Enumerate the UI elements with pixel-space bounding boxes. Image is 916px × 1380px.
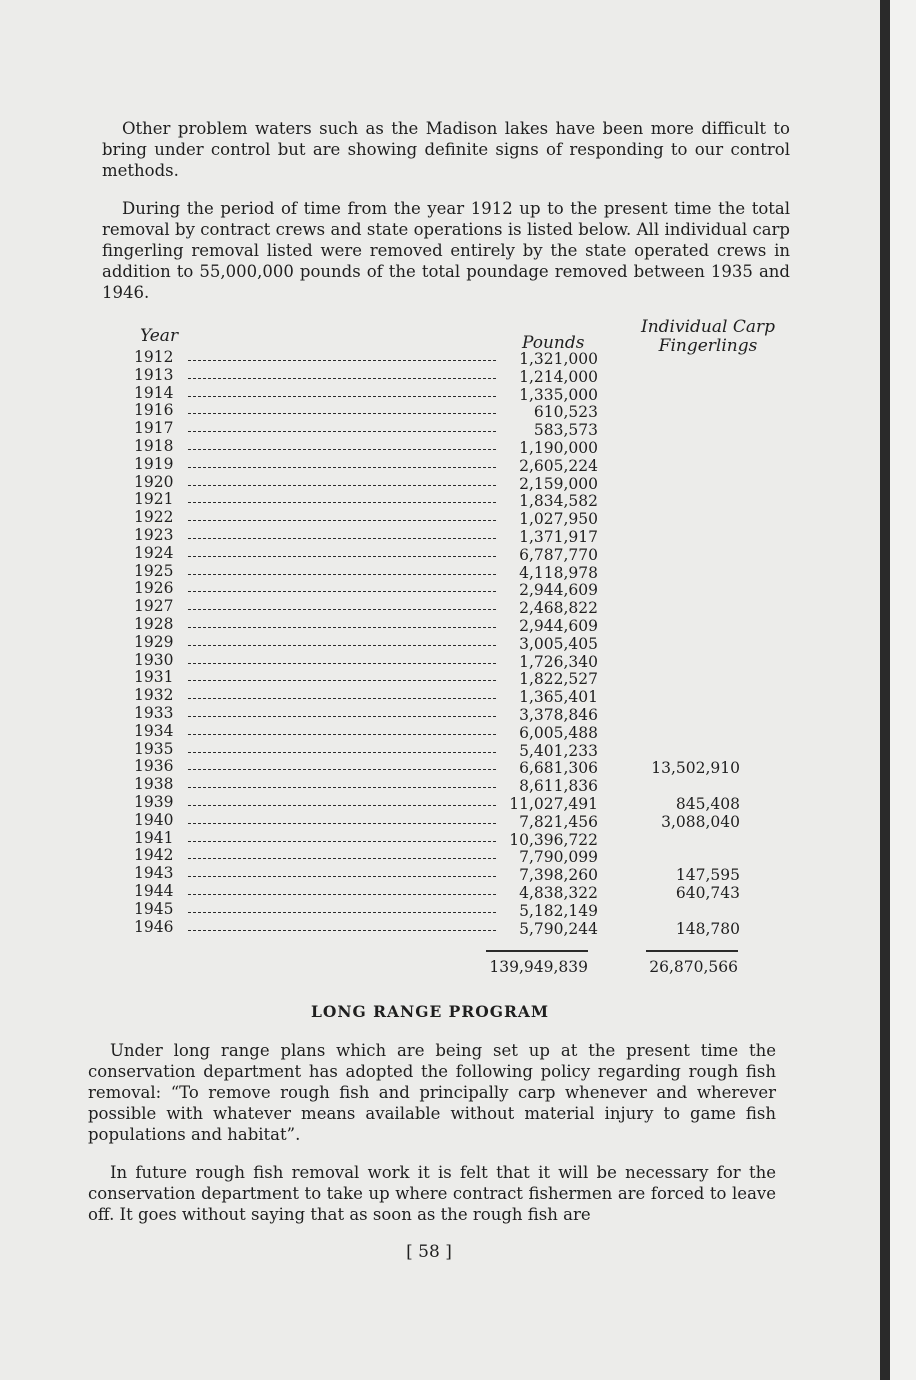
dot-leader <box>188 413 496 414</box>
table-row <box>128 385 788 403</box>
row-year: 1922 <box>134 508 174 527</box>
dot-leader <box>188 645 496 646</box>
row-pounds: 6,681,306 <box>519 759 598 778</box>
dot-leader <box>188 876 496 877</box>
column-header-pounds: Pounds <box>522 333 585 353</box>
row-year: 1942 <box>134 846 174 865</box>
row-pounds: 7,821,456 <box>519 812 598 831</box>
row-pounds: 3,005,405 <box>519 634 598 653</box>
dot-leader <box>188 502 496 503</box>
dot-leader <box>188 378 496 379</box>
dot-leader <box>188 841 496 842</box>
table-row <box>128 420 788 438</box>
section-heading: LONG RANGE PROGRAM <box>310 1002 550 1021</box>
row-pounds: 5,182,149 <box>519 901 598 920</box>
row-year: 1928 <box>134 614 174 633</box>
total-fingerlings: 26,870,566 <box>649 958 738 976</box>
row-year: 1943 <box>134 864 174 883</box>
row-pounds: 1,365,401 <box>519 688 598 707</box>
table-row <box>128 883 788 901</box>
dot-leader <box>188 360 496 361</box>
row-year: 1939 <box>134 792 174 811</box>
dot-leader <box>188 769 496 770</box>
row-year: 1945 <box>134 899 174 918</box>
row-pounds: 6,787,770 <box>519 545 598 564</box>
row-pounds: 8,611,836 <box>519 777 598 796</box>
dot-leader <box>188 556 496 557</box>
paragraph-madison-lakes: Other problem waters such as the Madison lakes have been more difficult to bring under control but are showing definite signs of responding to our control methods. <box>102 119 790 180</box>
row-year: 1931 <box>134 668 174 687</box>
dot-leader <box>188 680 496 681</box>
row-pounds: 583,573 <box>533 421 598 440</box>
row-pounds: 7,790,099 <box>519 848 598 867</box>
dot-leader <box>188 787 496 788</box>
table-row <box>128 509 788 527</box>
row-pounds: 2,159,000 <box>519 474 598 493</box>
table-row <box>128 812 788 830</box>
column-header-fingerlings: Individual Carp Fingerlings <box>641 317 775 356</box>
row-pounds: 1,834,582 <box>519 492 598 511</box>
page-margin-edge <box>890 0 916 1380</box>
table-row <box>128 527 788 545</box>
row-year: 1929 <box>134 632 174 651</box>
table-row <box>128 367 788 385</box>
table-row <box>128 847 788 865</box>
dot-leader <box>188 467 496 468</box>
row-year: 1912 <box>134 348 174 366</box>
table-row <box>128 580 788 598</box>
row-pounds: 1,371,917 <box>519 527 598 546</box>
dot-leader <box>188 894 496 895</box>
column-header-year: Year <box>140 326 179 346</box>
row-fingerlings: 3,088,040 <box>661 812 740 831</box>
row-pounds: 1,726,340 <box>519 652 598 671</box>
row-year: 1930 <box>134 650 174 669</box>
table-row <box>128 669 788 687</box>
table-row <box>128 687 788 705</box>
row-pounds: 1,335,000 <box>519 385 598 404</box>
table-row <box>128 616 788 634</box>
row-pounds: 1,214,000 <box>519 367 598 386</box>
paragraph-future-removal: In future rough fish removal work it is felt that it will be necessary for the conservation department to take up where contract fishermen are forced to leave off. It goes without saying that as soon as the rough fish are <box>88 1163 776 1224</box>
dot-leader <box>188 716 496 717</box>
row-year: 1926 <box>134 579 174 598</box>
dot-leader <box>188 698 496 699</box>
table-row <box>128 349 788 367</box>
table-row <box>128 634 788 652</box>
table-row <box>128 723 788 741</box>
removal-table <box>128 349 788 936</box>
book-spine-edge <box>880 0 890 1380</box>
row-year: 1924 <box>134 543 174 562</box>
row-pounds: 1,027,950 <box>519 510 598 529</box>
row-pounds: 5,790,244 <box>519 919 598 938</box>
row-pounds: 2,944,609 <box>519 616 598 635</box>
table-row <box>128 830 788 848</box>
row-year: 1946 <box>134 917 174 936</box>
row-fingerlings: 148,780 <box>675 919 740 938</box>
table-row <box>128 652 788 670</box>
table-row <box>128 474 788 492</box>
row-pounds: 2,468,822 <box>519 599 598 618</box>
dot-leader <box>188 396 496 397</box>
row-year: 1927 <box>134 597 174 616</box>
row-year: 1914 <box>134 383 174 402</box>
row-pounds: 2,605,224 <box>519 456 598 475</box>
row-year: 1921 <box>134 490 174 509</box>
table-row <box>128 919 788 937</box>
table-row <box>128 402 788 420</box>
row-pounds: 11,027,491 <box>509 794 598 813</box>
page-number: [ 58 ] <box>406 1242 452 1262</box>
row-year: 1933 <box>134 703 174 722</box>
dot-leader <box>188 752 496 753</box>
table-row <box>128 456 788 474</box>
row-year: 1936 <box>134 757 174 776</box>
row-pounds: 7,398,260 <box>519 866 598 885</box>
total-rule-pounds <box>486 950 588 952</box>
row-fingerlings: 640,743 <box>675 883 740 902</box>
row-pounds: 10,396,722 <box>509 830 598 849</box>
row-pounds: 1,822,527 <box>519 670 598 689</box>
row-pounds: 1,190,000 <box>519 438 598 457</box>
row-year: 1941 <box>134 828 174 847</box>
dot-leader <box>188 627 496 628</box>
row-year: 1923 <box>134 525 174 544</box>
row-fingerlings: 147,595 <box>675 866 740 885</box>
table-row <box>128 865 788 883</box>
row-year: 1917 <box>134 419 174 438</box>
row-pounds: 610,523 <box>533 403 598 422</box>
dot-leader <box>188 912 496 913</box>
table-row <box>128 545 788 563</box>
table-row <box>128 705 788 723</box>
row-pounds: 2,944,609 <box>519 581 598 600</box>
row-year: 1934 <box>134 721 174 740</box>
row-year: 1935 <box>134 739 174 758</box>
total-rule-fingerlings <box>646 950 738 952</box>
table-row <box>128 598 788 616</box>
row-pounds: 5,401,233 <box>519 741 598 760</box>
dot-leader <box>188 449 496 450</box>
dot-leader <box>188 538 496 539</box>
row-fingerlings: 845,408 <box>675 794 740 813</box>
row-pounds: 4,838,322 <box>519 883 598 902</box>
row-year: 1916 <box>134 401 174 420</box>
dot-leader <box>188 663 496 664</box>
row-pounds: 3,378,846 <box>519 705 598 724</box>
row-pounds: 4,118,978 <box>519 563 598 582</box>
row-year: 1920 <box>134 472 174 491</box>
table-row <box>128 794 788 812</box>
row-year: 1918 <box>134 436 174 455</box>
dot-leader <box>188 520 496 521</box>
table-row <box>128 776 788 794</box>
row-year: 1944 <box>134 881 174 900</box>
paragraph-removal-period: During the period of time from the year 1912 up to the present time the total removal by contract crews and state operations is listed below. All individual carp fingerling removal listed were removed entirely by the state operated crews in addition to 55,000,000 pounds of the total poundage removed between 1935 and 1946. <box>102 199 790 302</box>
total-pounds: 139,949,839 <box>489 958 588 976</box>
row-year: 1940 <box>134 810 174 829</box>
row-year: 1925 <box>134 561 174 580</box>
table-row <box>128 491 788 509</box>
table-row <box>128 901 788 919</box>
dot-leader <box>188 485 496 486</box>
paragraph-long-range-policy: Under long range plans which are being set up at the present time the conservation department has adopted the following policy regarding rough fish removal: “To remove rough fish and principally carp whenever and wherever possible with whatever means available without material injury to game fish populations and habitat”. <box>88 1041 776 1144</box>
row-year: 1919 <box>134 454 174 473</box>
dot-leader <box>188 930 496 931</box>
dot-leader <box>188 734 496 735</box>
table-row <box>128 741 788 759</box>
row-pounds: 1,321,000 <box>519 350 598 368</box>
table-row <box>128 758 788 776</box>
row-pounds: 6,005,488 <box>519 723 598 742</box>
dot-leader <box>188 574 496 575</box>
dot-leader <box>188 858 496 859</box>
row-year: 1932 <box>134 686 174 705</box>
row-year: 1938 <box>134 775 174 794</box>
dot-leader <box>188 805 496 806</box>
dot-leader <box>188 823 496 824</box>
dot-leader <box>188 591 496 592</box>
table-row <box>128 563 788 581</box>
dot-leader <box>188 609 496 610</box>
row-year: 1913 <box>134 365 174 384</box>
row-fingerlings: 13,502,910 <box>651 759 740 778</box>
dot-leader <box>188 431 496 432</box>
table-row <box>128 438 788 456</box>
